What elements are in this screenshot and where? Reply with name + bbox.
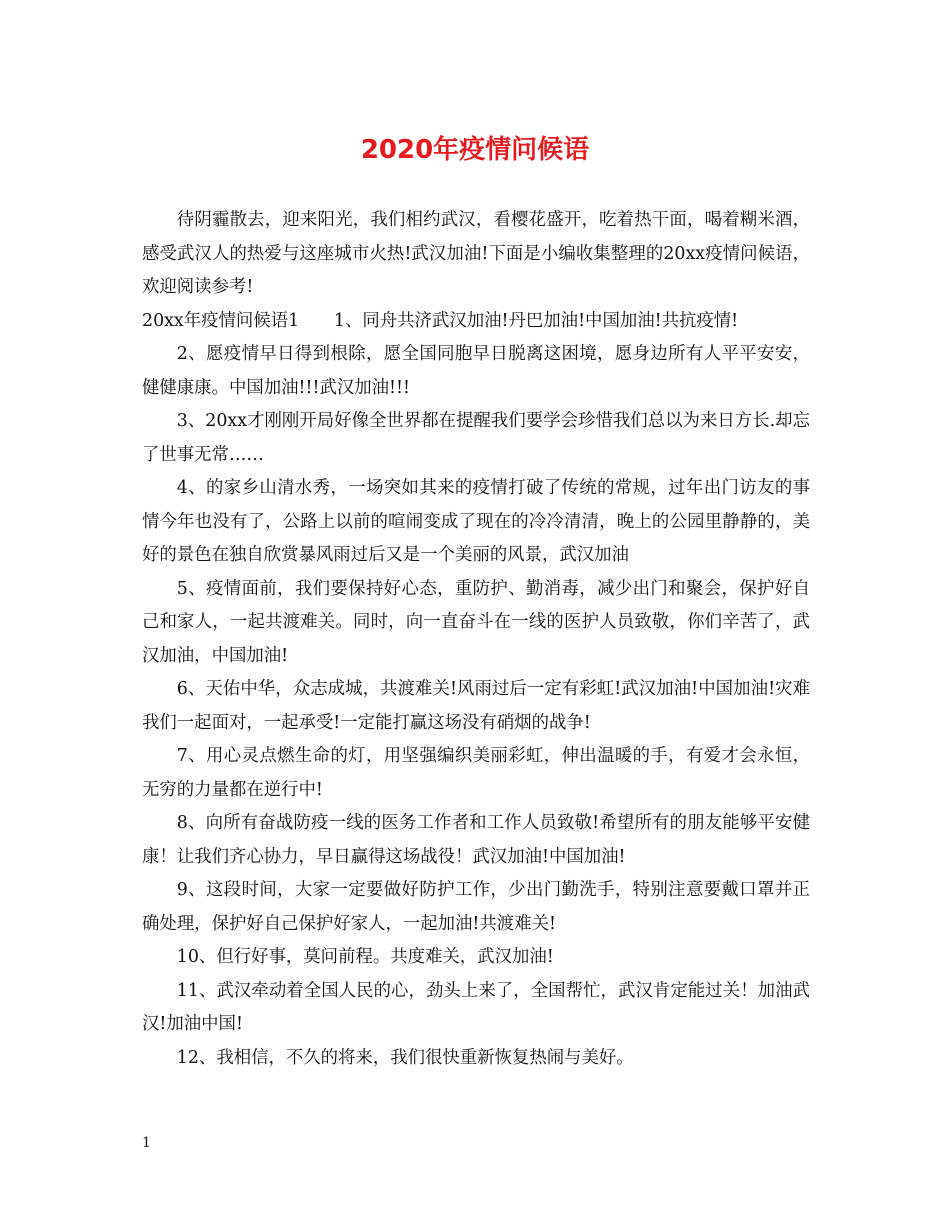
page-number: 1 [142, 1135, 151, 1151]
document-title: 2020年疫情问候语 [360, 135, 590, 165]
greeting-paragraph: 4、的家乡山清水秀，一场突如其来的疫情打破了传统的常规，过年出门访友的事情今年也没有了，公路上以前的喧闹变成了现在的冷冷清清，晚上的公园里静静的，美好的景色在独自欣赏暴风雨过后又是一个美丽的风景，武汉加油 [142, 478, 810, 565]
greeting-paragraph: 5、疫情面前，我们要保持好心态，重防护、勤消毒，减少出门和聚会，保护好自己和家人，一起共渡难关。同时，向一直奋斗在一线的医护人员致敬，你们辛苦了，武汉加油，中国加油! [142, 578, 810, 666]
greeting-paragraph: 6、天佑中华，众志成城，共渡难关!风雨过后一定有彩虹!武汉加油!中国加油!灾难我们一起面对，一起承受!一定能打赢这场没有硝烟的战争! [142, 679, 810, 733]
greeting-paragraph: 8、向所有奋战防疫一线的医务工作者和工作人员致敬!希望所有的朋友能够平安健康！让我们齐心协力，早日赢得这场战役！武汉加油!中国加油! [142, 813, 810, 867]
greeting-paragraph: 9、这段时间，大家一定要做好防护工作，少出门勤洗手，特别注意要戴口罩并正确处理，保护好自己保护好家人，一起加油!共渡难关! [142, 880, 810, 934]
greeting-paragraph: 11、武汉牵动着全国人民的心，劲头上来了，全国帮忙，武汉肯定能过关！加油武汉!加油中国! [142, 980, 810, 1034]
section-heading-paragraph: 20xx年疫情问候语1 1、同舟共济武汉加油!丹巴加油!中国加油!共抗疫情! [142, 310, 739, 331]
greeting-paragraph: 10、但行好事，莫问前程。共度难关，武汉加油! [176, 947, 554, 967]
document-body [142, 204, 810, 1075]
greeting-paragraph: 7、用心灵点燃生命的灯，用坚强编织美丽彩虹，伸出温暖的手，有爱才会永恒，无穷的力量都在逆行中! [142, 746, 810, 800]
greeting-paragraph: 3、20xx才刚刚开局好像全世界都在提醒我们要学会珍惜我们总以为来日方长.却忘了世事无常…… [142, 411, 810, 465]
greeting-paragraph: 2、愿疫情早日得到根除，愿全国同胞早日脱离这困境，愿身边所有人平平安安，健健康康。中国加油!!!武汉加油!!! [142, 344, 810, 398]
greeting-paragraph: 12、我相信，不久的将来，我们很快重新恢复热闹与美好。 [176, 1047, 634, 1068]
intro-paragraph: 待阴霾散去，迎来阳光，我们相约武汉，看樱花盛开，吃着热干面，喝着糊米酒，感受武汉人的热爱与这座城市火热!武汉加油!下面是小编收集整理的20xx疫情问候语，欢迎阅读参考! [142, 210, 810, 297]
